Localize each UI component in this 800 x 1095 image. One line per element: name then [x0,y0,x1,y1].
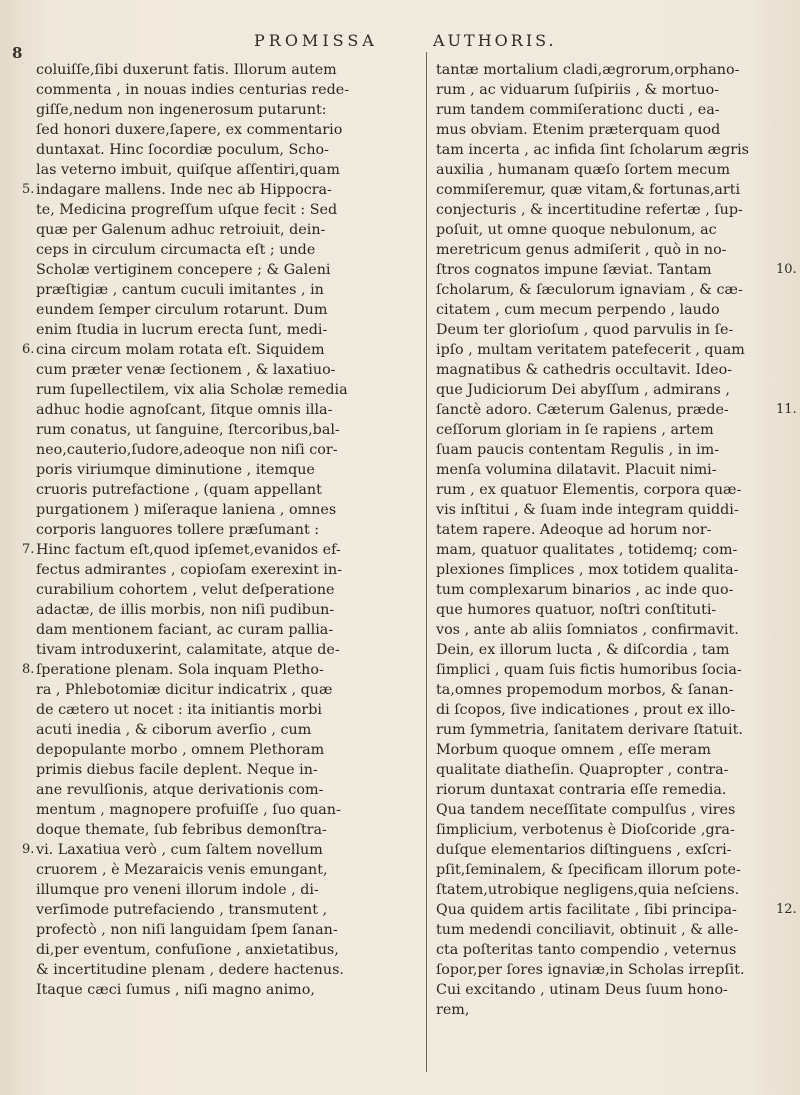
text-line: citatem , cum mecum perpendo , laudo [436,302,720,318]
text-line: adhuc hodie agnoſcant, ſitque omnis illa- [36,402,333,418]
text-line: primis diebus facile deplent. Neque in- [36,762,318,778]
text-line: las veterno imbuit, quiſque aſſentiri,quam [36,162,340,178]
text-line: tivam introduxerint, calamitate, atque de- [36,642,340,658]
text-line: mentum , magnopere profuiſſe , ſuo quan- [36,802,341,818]
text-line: ſuam paucis contentam Regulis , in im- [436,442,720,458]
running-header-left: PROMISSA [254,31,378,50]
text-line: vos , ante ab aliis ſomniatos , confirmavit. [436,622,739,638]
text-line: rem, [436,1002,470,1018]
text-line: corporis languores tollere præſumant : [36,522,320,538]
text-line: illumque pro veneni illorum indole , di- [36,882,319,898]
text-line: Qua tandem neceſſitate compulſus , vires [436,802,736,818]
text-line: que Judiciorum Dei abyſſum , admirans , [436,382,730,398]
running-header [0,31,800,55]
text-line: menſa volumina dilatavit. Placuit nimi- [436,462,717,478]
text-line: indagare mallens. Inde nec ab Hippocra- [36,182,332,198]
text-line: commiſeremur, quæ vitam,& fortunas,arti [436,182,741,198]
left-text-column [36,60,422,1000]
text-line: Scholæ vertiginem concepere ; & Galeni [36,262,331,278]
text-line: ſtros cognatos impune ſæviat. Tantam [436,262,712,278]
text-line: giſſe,nedum non ingenerosum putarunt: [36,102,327,118]
text-line: plexiones ſimplices , mox totidem qualita- [436,562,739,578]
margin-paragraph-number: 9. [22,842,35,857]
text-line: ſimplici , quam ſuis fictis humoribus ſocia- [436,662,742,678]
text-line: cum præter venæ ſectionem , & laxatiuo- [36,362,336,378]
text-line: ane revulſionis, atque derivationis com- [36,782,324,798]
text-line: rum , ex quatuor Elementis, corpora quæ- [436,482,742,498]
text-line: di,per eventum, confuſione , anxietatibus, [36,942,339,958]
text-line: ceſſorum gloriam in ſe rapiens , artem [436,422,714,438]
text-line: depopulante morbo , omnem Plethoram [36,742,325,758]
text-line: vis inſtitui , & ſuam inde integram quiddi- [436,502,739,518]
text-line: Qua quidem artis facilitate , ſibi principa- [436,902,737,918]
text-line: tam incerta , ac infida ſint ſcholarum ægris [436,142,750,158]
text-line: neo,cauterio,ſudore,adeoque non niſi cor- [36,442,338,458]
margin-paragraph-number: 8. [22,662,35,677]
text-line: magnatibus & cathedris occultavit. Ideo- [436,362,733,378]
right-text-column [436,60,786,1020]
text-line: ſcholarum, & ſæculorum ignaviam , & cæ- [436,282,743,298]
text-line: riorum duntaxat contraria eſſe remedia. [436,782,727,798]
text-line: poris viriumque diminutione , itemque [36,462,315,478]
margin-paragraph-number: 11. [776,402,797,417]
margin-paragraph-number: 12. [776,902,797,917]
text-line: dam mentionem faciant, ac curam pallia- [36,622,334,638]
text-line: que humores quatuor, noſtri conſtituti- [436,602,717,618]
text-line: qualitate diatheſin. Quapropter , contra- [436,762,729,778]
text-line: Morbum quoque omnem , eſſe meram [436,742,711,758]
text-line: commenta , in nouas indies centurias rede- [36,82,350,98]
margin-paragraph-number: 5. [22,182,35,197]
text-line: fectus admirantes , copioſam exerexint in- [36,562,343,578]
text-line: cruorem , è Mezaraicis venis emungant, [36,862,328,878]
text-line: auxilia , humanam quæſo ſortem mecum [436,162,731,178]
text-line: adactæ, de illis morbis, non niſi pudibun- [36,602,335,618]
signature-mark: 8 [12,44,23,62]
text-line: cta poſteritas tanto compendio , veternus [436,942,737,958]
text-line: ſopor,per ſores ignaviæ,in Scholas irrepſit. [436,962,745,978]
text-line: vi. Laxatiua verò , cum ſaltem novellum [36,842,323,858]
text-line: rum ſymmetria, ſanitatem derivare ſtatuit. [436,722,743,738]
text-line: ſanctè adoro. Cæterum Galenus, præde- [436,402,729,418]
text-line: tum complexarum binarios , ac inde quo- [436,582,734,598]
text-line: ſimplicium, verbotenus è Dioſcoride ,gra- [436,822,735,838]
text-line: mam, quatuor qualitates , totidemq; com- [436,542,738,558]
text-line: præſtigiæ , cantum cuculi imitantes , in [36,282,324,298]
text-line: quæ per Galenum adhuc retroiuit, dein- [36,222,326,238]
text-line: Deum ter glorioſum , quod parvulis in ſe- [436,322,734,338]
running-header-right: AUTHORIS. [433,31,557,50]
text-line: rum conatus, ut ſanguine, ſtercoribus,bal- [36,422,340,438]
text-line: cina circum molam rotata eſt. Siquidem [36,342,325,358]
text-line: Cui excitando , utinam Deus ſuum hono- [436,982,728,998]
text-line: cruoris putrefactione , (quam appellant [36,482,322,498]
text-line: ta,omnes propemodum morbos, & ſanan- [436,682,734,698]
text-line: Hinc factum eſt,quod ipſemet,evanidos ef- [36,542,341,558]
text-line: meretricum genus admiſerit , quò in no- [436,242,727,258]
text-line: doque themate, ſub febribus demonſtra- [36,822,327,838]
margin-paragraph-number: 7. [22,542,35,557]
text-line: ſperatione plenam. Sola inquam Pletho- [36,662,324,678]
text-line: rum ſupellectilem, vix alia Scholæ remedia [36,382,348,398]
text-line: conjecturis , & incertitudine refertæ , ſup- [436,202,743,218]
text-line: eundem ſemper circulum rotarunt. Dum [36,302,328,318]
text-line: ſed honori duxere,ſapere, ex commentario [36,122,343,138]
text-line: duntaxat. Hinc ſocordiæ poculum, Scho- [36,142,329,158]
text-line: tatem rapere. Adeoque ad horum nor- [436,522,712,538]
text-line: Dein, ex illorum lucta , & diſcordia , tam [436,642,730,658]
text-line: di ſcopos, ſive indicationes , prout ex illo- [436,702,736,718]
text-line: rum , ac viduarum ſuſpiriis , & mortuo- [436,82,720,98]
column-divider [426,52,427,1072]
text-line: enim ſtudia in lucrum erecta ſunt, medi- [36,322,328,338]
text-line: poſuit, ut omne quoque nebulonum, ac [436,222,717,238]
text-line: & incertitudine plenam , dedere hactenus. [36,962,344,978]
text-line: coluiſſe,ſibi duxerunt fatis. Illorum autem [36,62,337,78]
text-line: curabilium cohortem , velut deſperatione [36,582,335,598]
text-line: verſimode putrefaciendo , transmutent , [36,902,328,918]
text-line: rum tandem commiſerationc ducti , ea- [436,102,720,118]
text-line: ipſo , multam veritatem patefecerit , quam [436,342,745,358]
text-line: mus obviam. Etenim præterquam quod [436,122,721,138]
text-line: tum medendi conciliavit, obtinuit , & alle- [436,922,739,938]
text-line: te, Medicina progreſſum uſque fecit : Sed [36,202,338,218]
text-line: pſit,ſeminalem, & ſpecificam illorum pote- [436,862,741,878]
text-line: Itaque cæci ſumus , niſi magno animo, [36,982,315,998]
text-line: tantæ mortalium cladi,ægrorum,orphano- [436,62,740,78]
text-line: profectò , non niſi languidam ſpem ſanan- [36,922,338,938]
text-line: ra , Phlebotomiæ dicitur indicatrix , quæ [36,682,333,698]
text-line: purgationem ) miſeraque laniena , omnes [36,502,337,518]
text-line: duſque elementarios diſtinguens , exſcri- [436,842,732,858]
text-line: ceps in circulum circumacta eſt ; unde [36,242,316,258]
text-line: de cætero ut nocet : ita initiantis morbi [36,702,322,718]
text-line: ſtatem,utrobique negligens,quia neſciens. [436,882,740,898]
text-line: acuti inedia , & ciborum averſio , cum [36,722,312,738]
margin-paragraph-number: 10. [776,262,797,277]
margin-paragraph-number: 6. [22,342,35,357]
